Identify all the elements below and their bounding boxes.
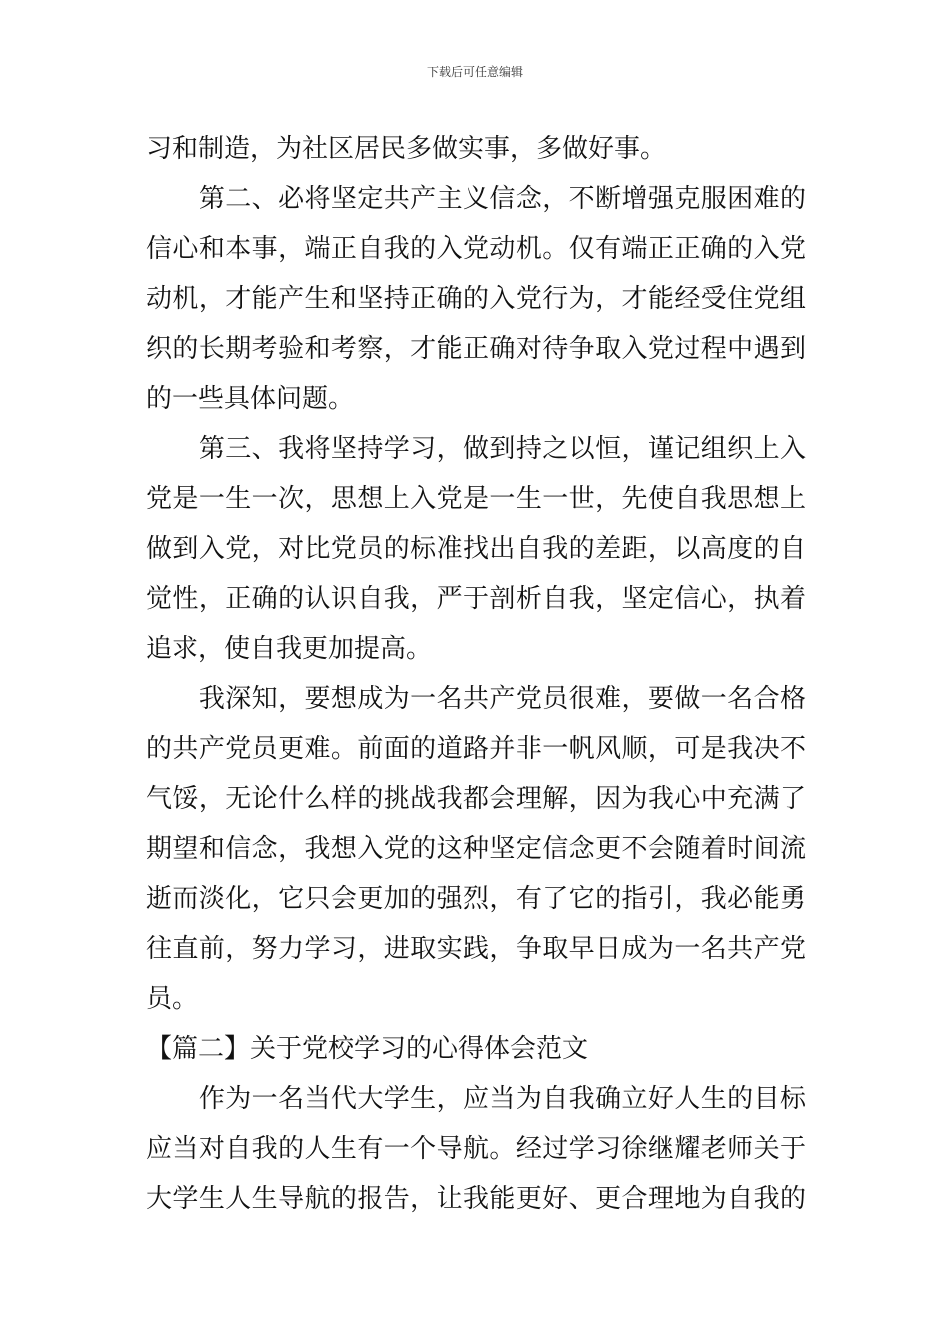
text-line: 觉性，正确的认识自我，严于剖析自我，坚定信心，执着	[146, 584, 806, 614]
text-line: 党是一生一次，思想上入党是一生一世，先使自我思想上	[146, 484, 806, 514]
text-line: 员。	[146, 984, 199, 1014]
text-line: 第三、我将坚持学习，做到持之以恒，谨记组织上入	[146, 434, 806, 464]
text-line: 的一些具体问题。	[146, 384, 355, 414]
text-line: 追求，使自我更加提高。	[146, 634, 433, 664]
page-header: 下载后可任意编辑	[426, 65, 523, 79]
text-line: 应当对自我的人生有一个导航。经过学习徐继耀老师关于	[146, 1134, 806, 1164]
text-line: 往直前，努力学习，进取实践，争取早日成为一名共产党	[146, 934, 806, 964]
section-heading: 【篇二】关于党校学习的心得体会范文	[146, 1034, 589, 1064]
text-line: 我深知，要想成为一名共产党员很难，要做一名合格	[146, 684, 806, 714]
text-line: 逝而淡化，它只会更加的强烈，有了它的指引，我必能勇	[146, 884, 806, 914]
text-line: 习和制造，为社区居民多做实事，多做好事。	[146, 134, 667, 164]
text-line: 第二、必将坚定共产主义信念，不断增强克服困难的	[146, 184, 806, 214]
text-line: 作为一名当代大学生，应当为自我确立好人生的目标	[146, 1084, 806, 1114]
text-line: 气馁，无论什么样的挑战我都会理解，因为我心中充满了	[146, 784, 806, 814]
text-line: 期望和信念，我想入党的这种坚定信念更不会随着时间流	[146, 834, 806, 864]
text-line: 大学生人生导航的报告，让我能更好、更合理地为自我的	[146, 1184, 806, 1214]
text-line: 织的长期考验和考察，才能正确对待争取入党过程中遇到	[146, 334, 806, 364]
text-line: 信心和本事，端正自我的入党动机。仅有端正正确的入党	[146, 234, 806, 264]
text-line: 的共产党员更难。前面的道路并非一帆风顺，可是我决不	[146, 734, 806, 764]
document-body	[146, 124, 806, 1224]
text-line: 动机，才能产生和坚持正确的入党行为，才能经受住党组	[146, 284, 806, 314]
text-line: 做到入党，对比党员的标准找出自我的差距，以高度的自	[146, 534, 806, 564]
